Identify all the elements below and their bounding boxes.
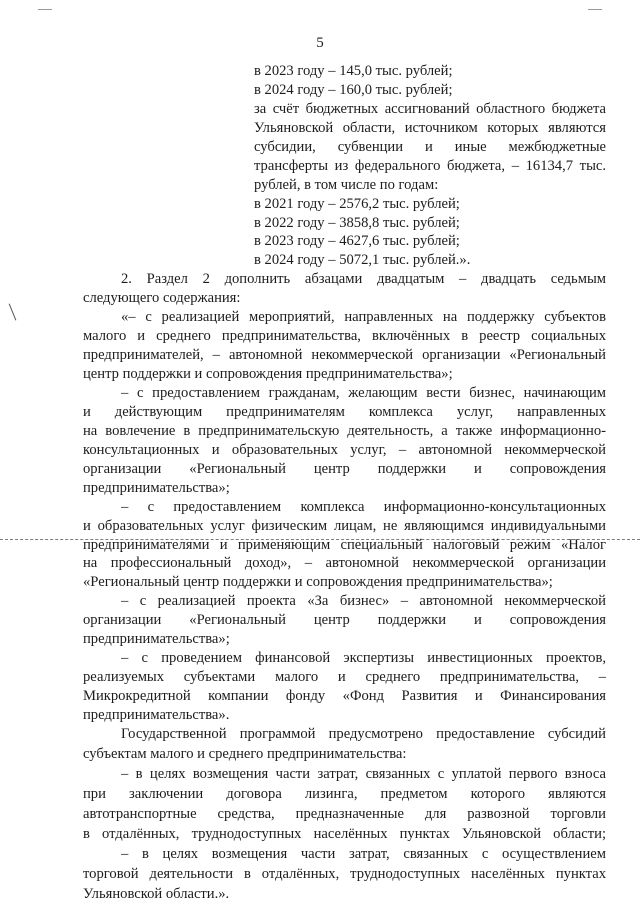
text-line: предпринимателей, – автономной некоммерческой организации «Региональный — [83, 347, 606, 363]
text-line: малого и среднего предпринимательства, включённых в реестр социальных — [83, 328, 606, 344]
text-line: «Региональный центр поддержки и сопровождения предпринимательства»; — [83, 574, 553, 590]
text-line: консультационных и образовательных услуг, – автономной некоммерческой — [83, 442, 606, 458]
text-line: в отдалённых, труднодоступных населённых пунктах Ульяновской области; — [83, 826, 606, 842]
text-line: в 2023 году – 145,0 тыс. рублей; — [254, 63, 453, 79]
text-line: при заключении договора лизинга, предметом которого являются — [83, 786, 606, 802]
text-line: следующего содержания: — [83, 290, 241, 306]
text-line: предпринимательства». — [83, 707, 230, 723]
text-line: субсидии, субвенции и иные межбюджетные — [254, 139, 606, 155]
page-number: 5 — [316, 35, 324, 51]
text-line: Микрокредитной компании фонду «Фонд Развития и Финансирования — [83, 688, 606, 704]
text-line: центр поддержки и сопровождения предпринимательства»; — [83, 366, 453, 382]
text-line: в 2024 году – 160,0 тыс. рублей; — [254, 82, 453, 98]
text-line: – с предоставлением комплекса информационно-консультационных — [121, 499, 606, 515]
text-line: – с предоставлением гражданам, желающим вести бизнес, начинающим — [121, 385, 606, 401]
text-line: и образовательных услуг физическим лицам, не являющимся индивидуальными — [83, 518, 606, 534]
text-line: Государственной программой предусмотрено предоставление субсидий — [121, 726, 606, 742]
text-line: в 2024 году – 5072,1 тыс. рублей.». — [254, 252, 471, 268]
text-line: Ульяновской области, источником которых являются — [254, 120, 606, 136]
text-line: реализуемых субъектами малого и среднего предпринимательства, – — [83, 669, 606, 685]
text-line: организации «Региональный центр поддержки и сопровождения — [83, 612, 606, 628]
text-line: и действующим предпринимателям комплекса услуг, направленных — [83, 404, 606, 420]
scan-mark-right — [588, 9, 602, 10]
text-line: на вовлечение в предпринимательскую деятельность, а также информационно- — [83, 423, 606, 439]
text-line: на профессиональный доход», – автономной некоммерческой организации — [83, 555, 606, 571]
text-line: – с реализацией проекта «За бизнес» – автономной некоммерческой — [121, 593, 606, 609]
text-line: – с проведением финансовой экспертизы инвестиционных проектов, — [121, 650, 606, 666]
text-line: в 2021 году – 2576,2 тыс. рублей; — [254, 196, 460, 212]
scan-mark-left — [38, 9, 52, 10]
text-line: субъектам малого и среднего предпринимательства: — [83, 746, 407, 762]
text-line: за счёт бюджетных ассигнований областного бюджета — [254, 101, 606, 117]
text-line: рублей, в том числе по годам: — [254, 177, 439, 193]
text-line: – в целях возмещения части затрат, связанных с осуществлением — [121, 846, 606, 862]
text-line: 2. Раздел 2 дополнить абзацами двадцатым – двадцать седьмым — [121, 271, 606, 287]
text-line: предпринимательства»; — [83, 631, 230, 647]
text-line: трансферты из федерального бюджета, – 16134,7 тыс. — [254, 158, 606, 174]
margin-pencil-mark — [9, 303, 17, 320]
text-line: в 2022 году – 3858,8 тыс. рублей; — [254, 215, 460, 231]
text-line: «– с реализацией мероприятий, направленных на поддержку субъектов — [121, 309, 606, 325]
text-line: Ульяновской области.». — [83, 886, 230, 902]
text-line: торговой деятельности в отдалённых, труднодоступных населённых пунктах — [83, 866, 606, 882]
text-line: – в целях возмещения части затрат, связанных с уплатой первого взноса — [121, 766, 606, 782]
text-line: предпринимательства»; — [83, 480, 230, 496]
text-line: предпринимателями и применяющим специальный налоговый режим «Налог — [83, 537, 606, 553]
text-line: организации «Региональный центр поддержки и сопровождения — [83, 461, 606, 477]
text-line: автотранспортные средства, предназначенные для развозной торговли — [83, 806, 606, 822]
text-line: в 2023 году – 4627,6 тыс. рублей; — [254, 233, 460, 249]
